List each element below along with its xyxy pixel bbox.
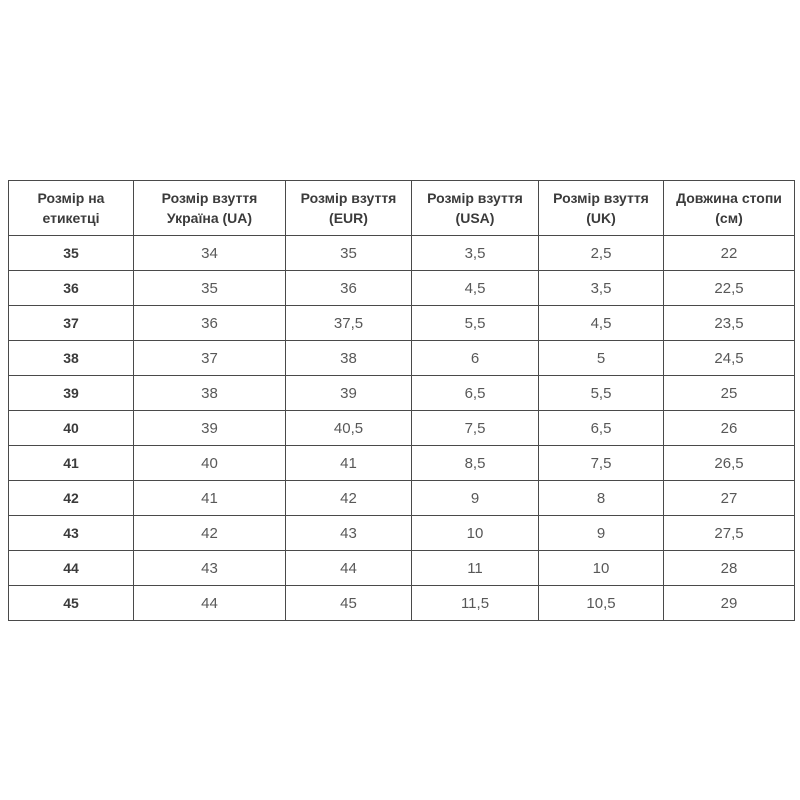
size-value-cell: 23,5 bbox=[664, 306, 795, 341]
label-size-cell: 41 bbox=[9, 446, 134, 481]
size-value-cell: 6 bbox=[412, 341, 539, 376]
column-header-2: Розмір взуття (EUR) bbox=[286, 181, 412, 236]
size-value-cell: 38 bbox=[286, 341, 412, 376]
size-value-cell: 39 bbox=[286, 376, 412, 411]
size-value-cell: 4,5 bbox=[412, 271, 539, 306]
table-row bbox=[9, 481, 795, 516]
table-row bbox=[9, 306, 795, 341]
size-value-cell: 24,5 bbox=[664, 341, 795, 376]
size-value-cell: 45 bbox=[286, 586, 412, 621]
size-value-cell: 43 bbox=[134, 551, 286, 586]
size-value-cell: 35 bbox=[134, 271, 286, 306]
size-value-cell: 27 bbox=[664, 481, 795, 516]
size-value-cell: 26,5 bbox=[664, 446, 795, 481]
column-header-4: Розмір взуття (UK) bbox=[539, 181, 664, 236]
table-row bbox=[9, 516, 795, 551]
size-value-cell: 36 bbox=[286, 271, 412, 306]
size-value-cell: 25 bbox=[664, 376, 795, 411]
label-size-cell: 38 bbox=[9, 341, 134, 376]
table-row bbox=[9, 446, 795, 481]
size-value-cell: 36 bbox=[134, 306, 286, 341]
table-row bbox=[9, 376, 795, 411]
column-header-1: Розмір взуття Україна (UA) bbox=[134, 181, 286, 236]
label-size-cell: 45 bbox=[9, 586, 134, 621]
size-value-cell: 27,5 bbox=[664, 516, 795, 551]
label-size-cell: 40 bbox=[9, 411, 134, 446]
size-value-cell: 22 bbox=[664, 236, 795, 271]
size-value-cell: 11 bbox=[412, 551, 539, 586]
size-value-cell: 28 bbox=[664, 551, 795, 586]
size-value-cell: 37,5 bbox=[286, 306, 412, 341]
size-value-cell: 44 bbox=[134, 586, 286, 621]
label-size-cell: 43 bbox=[9, 516, 134, 551]
table-body bbox=[9, 236, 795, 621]
size-value-cell: 2,5 bbox=[539, 236, 664, 271]
column-header-0: Розмір на етикетці bbox=[9, 181, 134, 236]
size-value-cell: 6,5 bbox=[412, 376, 539, 411]
size-value-cell: 44 bbox=[286, 551, 412, 586]
size-value-cell: 35 bbox=[286, 236, 412, 271]
table-row bbox=[9, 586, 795, 621]
size-value-cell: 43 bbox=[286, 516, 412, 551]
size-value-cell: 3,5 bbox=[412, 236, 539, 271]
label-size-cell: 36 bbox=[9, 271, 134, 306]
size-value-cell: 10 bbox=[412, 516, 539, 551]
shoe-size-conversion-table bbox=[8, 180, 795, 621]
size-value-cell: 10 bbox=[539, 551, 664, 586]
table-row bbox=[9, 341, 795, 376]
label-size-cell: 39 bbox=[9, 376, 134, 411]
size-value-cell: 42 bbox=[134, 516, 286, 551]
size-value-cell: 26 bbox=[664, 411, 795, 446]
size-value-cell: 5,5 bbox=[412, 306, 539, 341]
label-size-cell: 35 bbox=[9, 236, 134, 271]
size-value-cell: 10,5 bbox=[539, 586, 664, 621]
size-value-cell: 38 bbox=[134, 376, 286, 411]
column-header-5: Довжина стопи (см) bbox=[664, 181, 795, 236]
size-value-cell: 11,5 bbox=[412, 586, 539, 621]
size-value-cell: 7,5 bbox=[539, 446, 664, 481]
size-value-cell: 22,5 bbox=[664, 271, 795, 306]
size-value-cell: 41 bbox=[134, 481, 286, 516]
size-value-cell: 5 bbox=[539, 341, 664, 376]
table-row bbox=[9, 236, 795, 271]
size-value-cell: 37 bbox=[134, 341, 286, 376]
size-value-cell: 3,5 bbox=[539, 271, 664, 306]
size-value-cell: 4,5 bbox=[539, 306, 664, 341]
size-value-cell: 9 bbox=[412, 481, 539, 516]
size-value-cell: 29 bbox=[664, 586, 795, 621]
size-value-cell: 40,5 bbox=[286, 411, 412, 446]
size-value-cell: 40 bbox=[134, 446, 286, 481]
size-value-cell: 39 bbox=[134, 411, 286, 446]
size-value-cell: 34 bbox=[134, 236, 286, 271]
label-size-cell: 37 bbox=[9, 306, 134, 341]
column-header-3: Розмір взуття (USA) bbox=[412, 181, 539, 236]
header-row bbox=[9, 181, 795, 236]
size-value-cell: 41 bbox=[286, 446, 412, 481]
size-value-cell: 9 bbox=[539, 516, 664, 551]
label-size-cell: 42 bbox=[9, 481, 134, 516]
label-size-cell: 44 bbox=[9, 551, 134, 586]
size-value-cell: 7,5 bbox=[412, 411, 539, 446]
size-value-cell: 8 bbox=[539, 481, 664, 516]
size-value-cell: 42 bbox=[286, 481, 412, 516]
size-value-cell: 8,5 bbox=[412, 446, 539, 481]
table-row bbox=[9, 411, 795, 446]
size-value-cell: 5,5 bbox=[539, 376, 664, 411]
table-row bbox=[9, 271, 795, 306]
size-value-cell: 6,5 bbox=[539, 411, 664, 446]
table-row bbox=[9, 551, 795, 586]
